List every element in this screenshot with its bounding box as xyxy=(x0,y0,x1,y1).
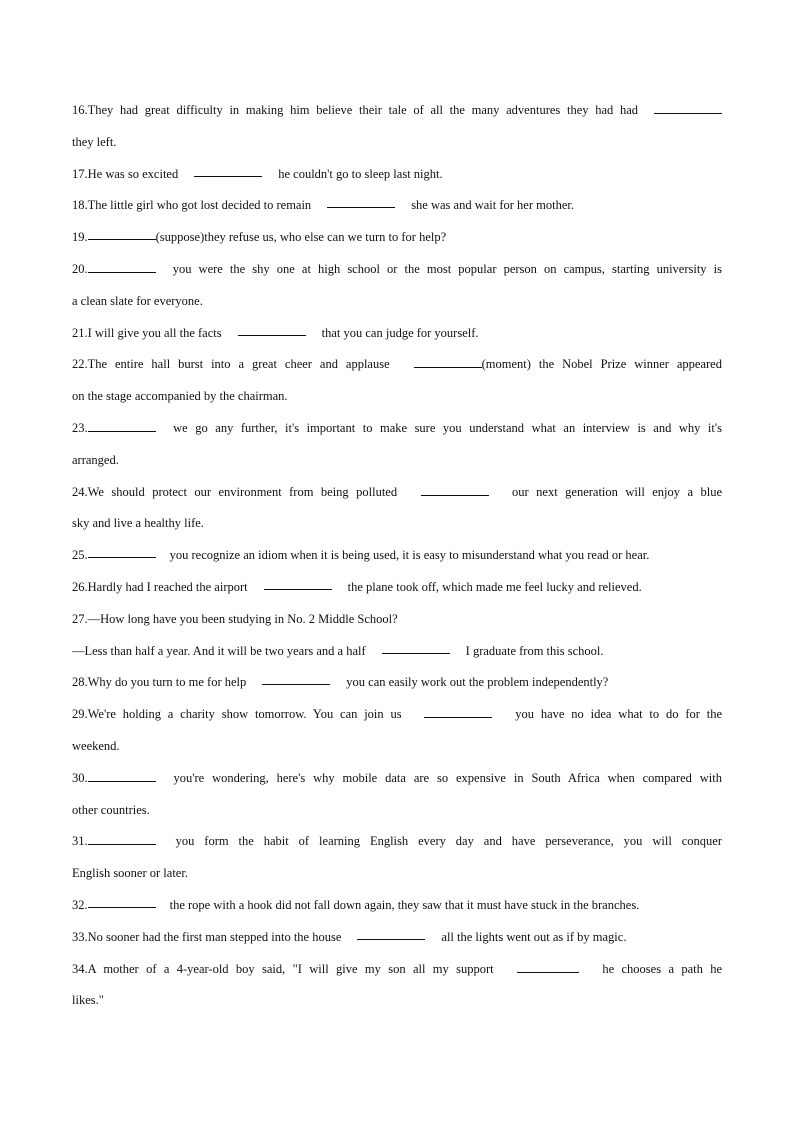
exercise-page xyxy=(72,99,722,1021)
answer-blank[interactable] xyxy=(421,482,489,496)
question-30 xyxy=(72,767,722,799)
question-number: 25. xyxy=(72,548,88,563)
question-number: 31. xyxy=(72,834,88,849)
question-text: We should protect our environment from being polluted xyxy=(87,484,398,499)
question-text: other countries. xyxy=(72,802,150,817)
question-number: 34. xyxy=(72,961,88,976)
answer-blank[interactable] xyxy=(654,100,722,114)
answer-blank[interactable] xyxy=(517,959,579,973)
answer-blank[interactable] xyxy=(264,576,332,590)
answer-blank[interactable] xyxy=(88,226,156,240)
question-text: I will give you all the facts xyxy=(87,325,222,340)
question-text: our next generation will enjoy a blue xyxy=(512,484,723,499)
question-text: you're wondering, here's why mobile data are so expensive in South Africa when compared with xyxy=(173,770,722,785)
question-text: (moment) the Nobel Prize winner appeared xyxy=(481,357,722,372)
question-number: 28. xyxy=(72,675,88,690)
question-16-cont xyxy=(72,131,722,163)
question-text: English sooner or later. xyxy=(72,866,188,881)
question-text: The entire hall burst into a great cheer and applause xyxy=(87,357,390,372)
question-32 xyxy=(72,894,722,926)
question-number: 33. xyxy=(72,929,88,944)
question-number: 29. xyxy=(72,707,88,722)
question-text: They had great difficulty in making him believe their tale of all the many adventures they had had xyxy=(87,103,638,117)
question-text: we go any further, it's important to make sure you understand what an interview is and why it's xyxy=(173,420,722,435)
question-31 xyxy=(72,830,722,862)
question-text: weekend. xyxy=(72,738,120,753)
answer-blank[interactable] xyxy=(88,768,156,782)
question-text: you form the habit of learning English every day and have perseverance, you will conquer xyxy=(175,834,722,849)
answer-blank[interactable] xyxy=(88,259,156,273)
question-31-cont xyxy=(72,862,722,894)
answer-blank[interactable] xyxy=(88,894,156,908)
question-19 xyxy=(72,226,722,258)
question-22 xyxy=(72,353,722,385)
question-text: —Less than half a year. And it will be two years and a half xyxy=(72,643,366,658)
question-text: the rope with a hook did not fall down again, they saw that it must have stuck in the branches. xyxy=(169,897,640,912)
question-17 xyxy=(72,163,722,195)
question-27-reply xyxy=(72,640,722,672)
question-text: —How long have you been studying in No. 2 Middle School? xyxy=(87,611,398,626)
question-number: 27. xyxy=(72,611,88,626)
question-29 xyxy=(72,703,722,735)
question-text: A mother of a 4-year-old boy said, "I will give my son all my support xyxy=(87,961,494,976)
answer-blank[interactable] xyxy=(424,704,492,718)
answer-blank[interactable] xyxy=(194,163,262,177)
question-number: 26. xyxy=(72,579,88,594)
question-text: he couldn't go to sleep last night. xyxy=(278,166,443,181)
question-text: I graduate from this school. xyxy=(465,643,604,658)
question-16 xyxy=(72,99,722,131)
question-34-cont xyxy=(72,989,722,1021)
question-text: sky and live a healthy life. xyxy=(72,516,204,531)
answer-blank[interactable] xyxy=(327,194,395,208)
question-text: he chooses a path he xyxy=(602,961,723,976)
answer-blank[interactable] xyxy=(238,322,306,336)
question-text: you were the shy one at high school or the most popular person on campus, starting university is xyxy=(172,261,722,276)
question-text: all the lights went out as if by magic. xyxy=(441,929,627,944)
question-text: We're holding a charity show tomorrow. You can join us xyxy=(87,707,402,722)
question-text: (suppose)they refuse us, who else can we turn to for help? xyxy=(155,230,447,245)
question-23-cont xyxy=(72,449,722,481)
answer-blank[interactable] xyxy=(88,831,156,845)
question-28 xyxy=(72,671,722,703)
question-18 xyxy=(72,194,722,226)
question-34 xyxy=(72,958,722,990)
question-text: she was and wait for her mother. xyxy=(411,198,574,213)
question-text: arranged. xyxy=(72,452,119,467)
question-27 xyxy=(72,608,722,640)
question-number: 23. xyxy=(72,420,88,435)
question-text: you recognize an idiom when it is being used, it is easy to misunderstand what you read or hear. xyxy=(169,548,650,563)
question-text: likes." xyxy=(72,993,104,1008)
answer-blank[interactable] xyxy=(262,671,330,685)
question-number: 19. xyxy=(72,230,88,245)
question-number: 16. xyxy=(72,103,88,117)
question-text: The little girl who got lost decided to remain xyxy=(87,198,312,213)
question-text: the plane took off, which made me feel lucky and relieved. xyxy=(347,579,642,594)
question-text: No sooner had the first man stepped into the house xyxy=(87,929,342,944)
question-20 xyxy=(72,258,722,290)
question-text: you can easily work out the problem independently? xyxy=(346,675,609,690)
question-text: they left. xyxy=(72,134,117,149)
question-text: He was so excited xyxy=(87,166,179,181)
question-number: 32. xyxy=(72,897,88,912)
question-29-cont xyxy=(72,735,722,767)
answer-blank[interactable] xyxy=(88,544,156,558)
question-number: 24. xyxy=(72,484,88,499)
question-text: a clean slate for everyone. xyxy=(72,293,203,308)
question-24-cont xyxy=(72,512,722,544)
question-26 xyxy=(72,576,722,608)
question-text: on the stage accompanied by the chairman. xyxy=(72,389,288,404)
question-23 xyxy=(72,417,722,449)
question-number: 21. xyxy=(72,325,88,340)
question-20-cont xyxy=(72,290,722,322)
question-number: 20. xyxy=(72,261,88,276)
question-25 xyxy=(72,544,722,576)
question-30-cont xyxy=(72,799,722,831)
question-number: 30. xyxy=(72,770,88,785)
question-33 xyxy=(72,926,722,958)
answer-blank[interactable] xyxy=(88,418,156,432)
question-text: you have no idea what to do for the xyxy=(515,707,723,722)
question-24 xyxy=(72,481,722,513)
question-text: Why do you turn to me for help xyxy=(87,675,247,690)
question-number: 17. xyxy=(72,166,88,181)
answer-blank[interactable] xyxy=(414,354,482,368)
question-number: 18. xyxy=(72,198,88,213)
answer-blank[interactable] xyxy=(357,926,425,940)
question-text: Hardly had I reached the airport xyxy=(87,579,248,594)
answer-blank[interactable] xyxy=(382,640,450,654)
question-21 xyxy=(72,322,722,354)
question-text: that you can judge for yourself. xyxy=(321,325,479,340)
question-22-cont xyxy=(72,385,722,417)
question-number: 22. xyxy=(72,357,88,372)
